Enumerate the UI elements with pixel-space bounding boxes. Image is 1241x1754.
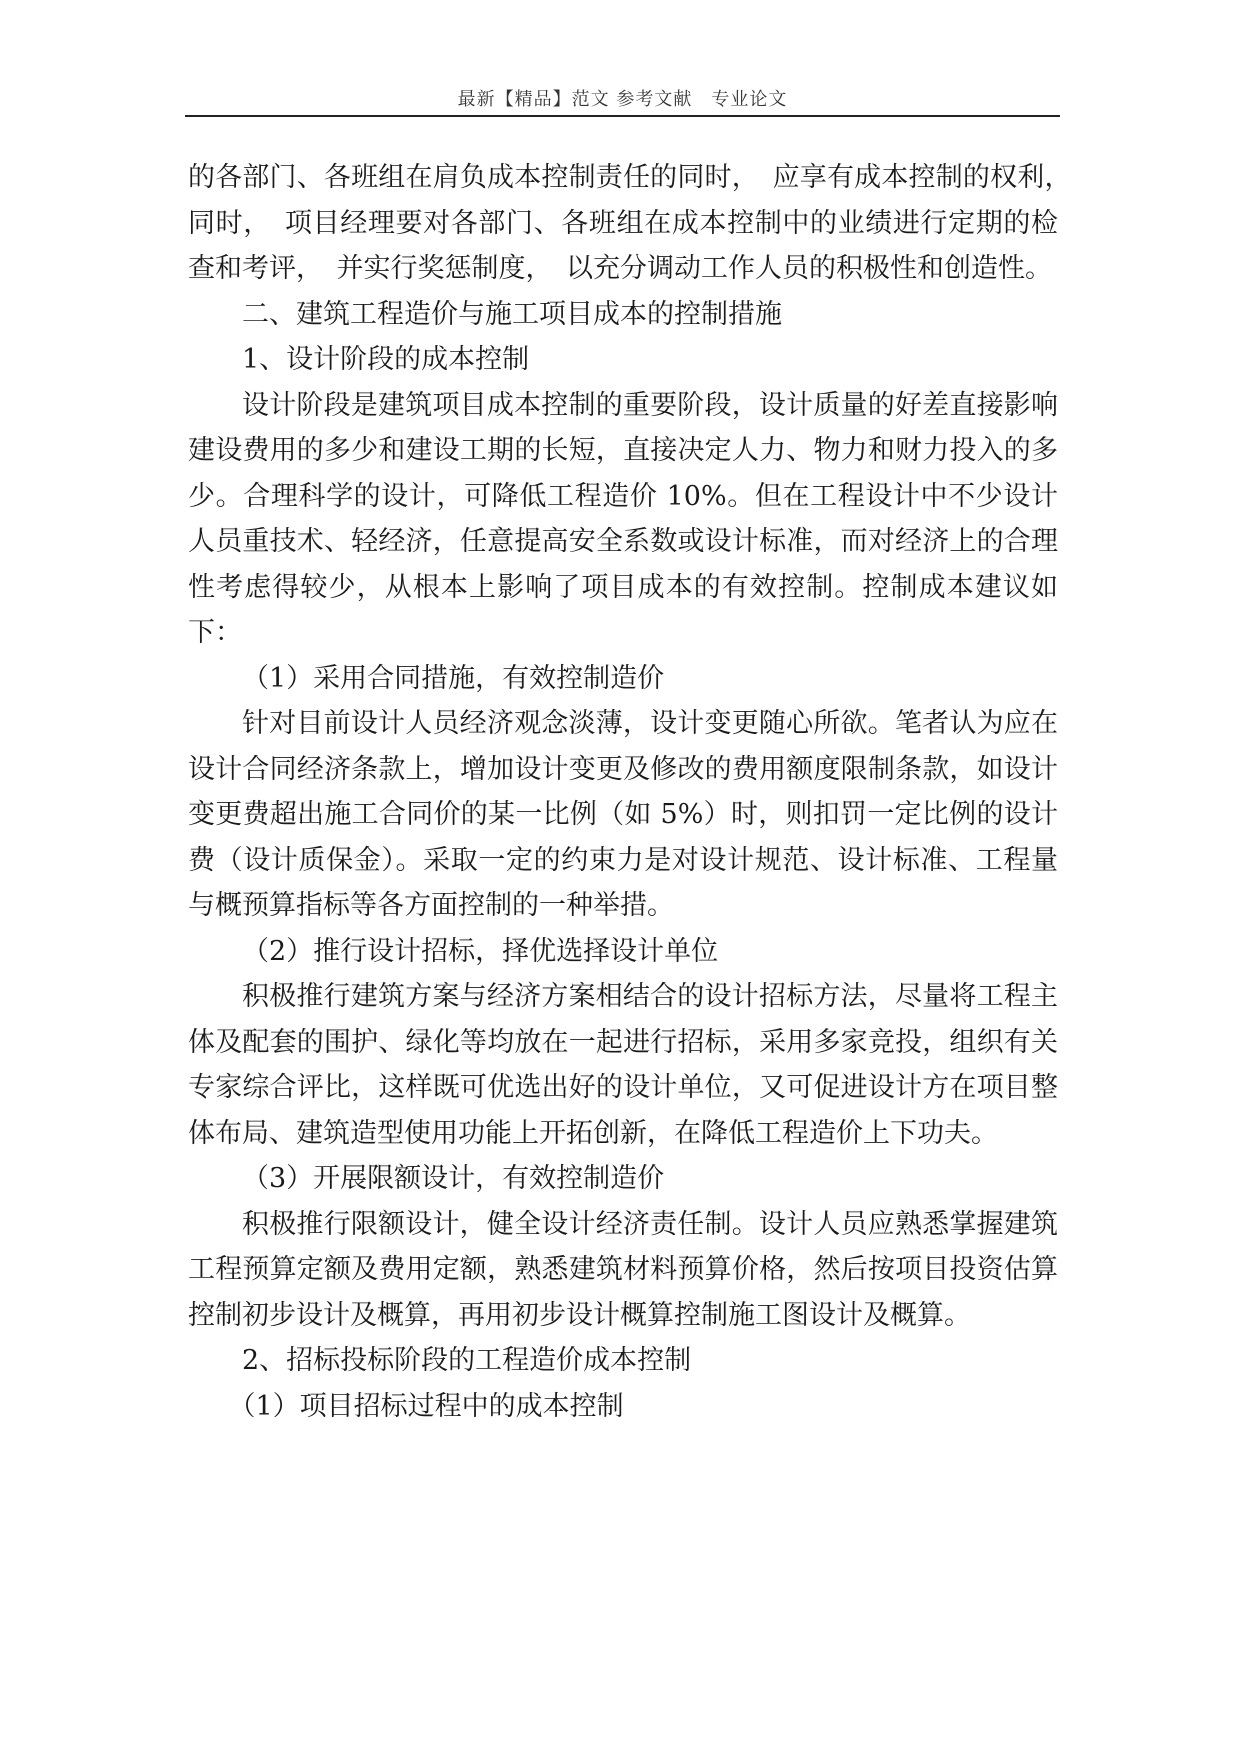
body-text bbox=[188, 155, 1085, 1429]
running-header: 最新【精品】范文 参考文献 专业论文 bbox=[457, 89, 788, 110]
item-heading: （2）推行设计招标，择优选择设计单位 bbox=[242, 935, 719, 967]
item-heading: （1）采用合同措施，有效控制造价 bbox=[242, 662, 665, 694]
paragraph: 针对目前设计人员经济观念淡薄，设计变更随心所欲。笔者认为应在设计合同经济条款上，增加设计变更及修改的费用额度限制条款，如设计变更费超出施工合同价的某一比例（如 5%）时，则扣罚一定比例的设计费（设计质保金）。采取一定的约束力是对设计规范、设计标准、工程量与概预算指标等各方面控制的一种举措。 bbox=[188, 708, 1058, 921]
item-heading: （3）开展限额设计，有效控制造价 bbox=[242, 1163, 665, 1194]
item-heading: （1）项目招标过程中的成本控制 bbox=[228, 1390, 624, 1422]
paragraph: 的各部门、各班组在肩负成本控制责任的同时， 应享有成本控制的权利， 同时， 项目经理要对各部门、各班组在成本控制中的业绩进行定期的检查和考评， 并实行奖惩制度， 以充分调动工作人员的积极性和创造性。 bbox=[188, 162, 1085, 284]
paragraph: 积极推行建筑方案与经济方案相结合的设计招标方法，尽量将工程主体及配套的围护、绿化等均放在一起进行招标，采用多家竞投，组织有关专家综合评比，这样既可优选出好的设计单位，又可促进设计方在项目整体布局、建筑造型使用功能上开拓创新，在降低工程造价上下功夫。 bbox=[188, 981, 1058, 1149]
header-rule bbox=[185, 115, 1060, 117]
paragraph: 设计阶段是建筑项目成本控制的重要阶段，设计质量的好差直接影响建设费用的多少和建设工期的长短，直接决定人力、物力和财力投入的多少。合理科学的设计，可降低工程造价 10%。但在工程设计中不少设计人员重技术、轻经济，任意提高安全系数或设计标准，而对经济上的合理性考虑得较少，从根本上影响了项目成本的有效控制。控制成本建议如下： bbox=[188, 389, 1058, 648]
subsection-heading: 1、设计阶段的成本控制 bbox=[242, 344, 530, 375]
subsection-heading: 2、招标投标阶段的工程造价成本控制 bbox=[242, 1345, 692, 1376]
paragraph: 积极推行限额设计，健全设计经济责任制。设计人员应熟悉掌握建筑工程预算定额及费用定额，熟悉建筑材料预算价格，然后按项目投资估算控制初步设计及概算，再用初步设计概算控制施工图设计及概算。 bbox=[188, 1208, 1058, 1331]
section-heading: 二、建筑工程造价与施工项目成本的控制措施 bbox=[242, 298, 782, 330]
